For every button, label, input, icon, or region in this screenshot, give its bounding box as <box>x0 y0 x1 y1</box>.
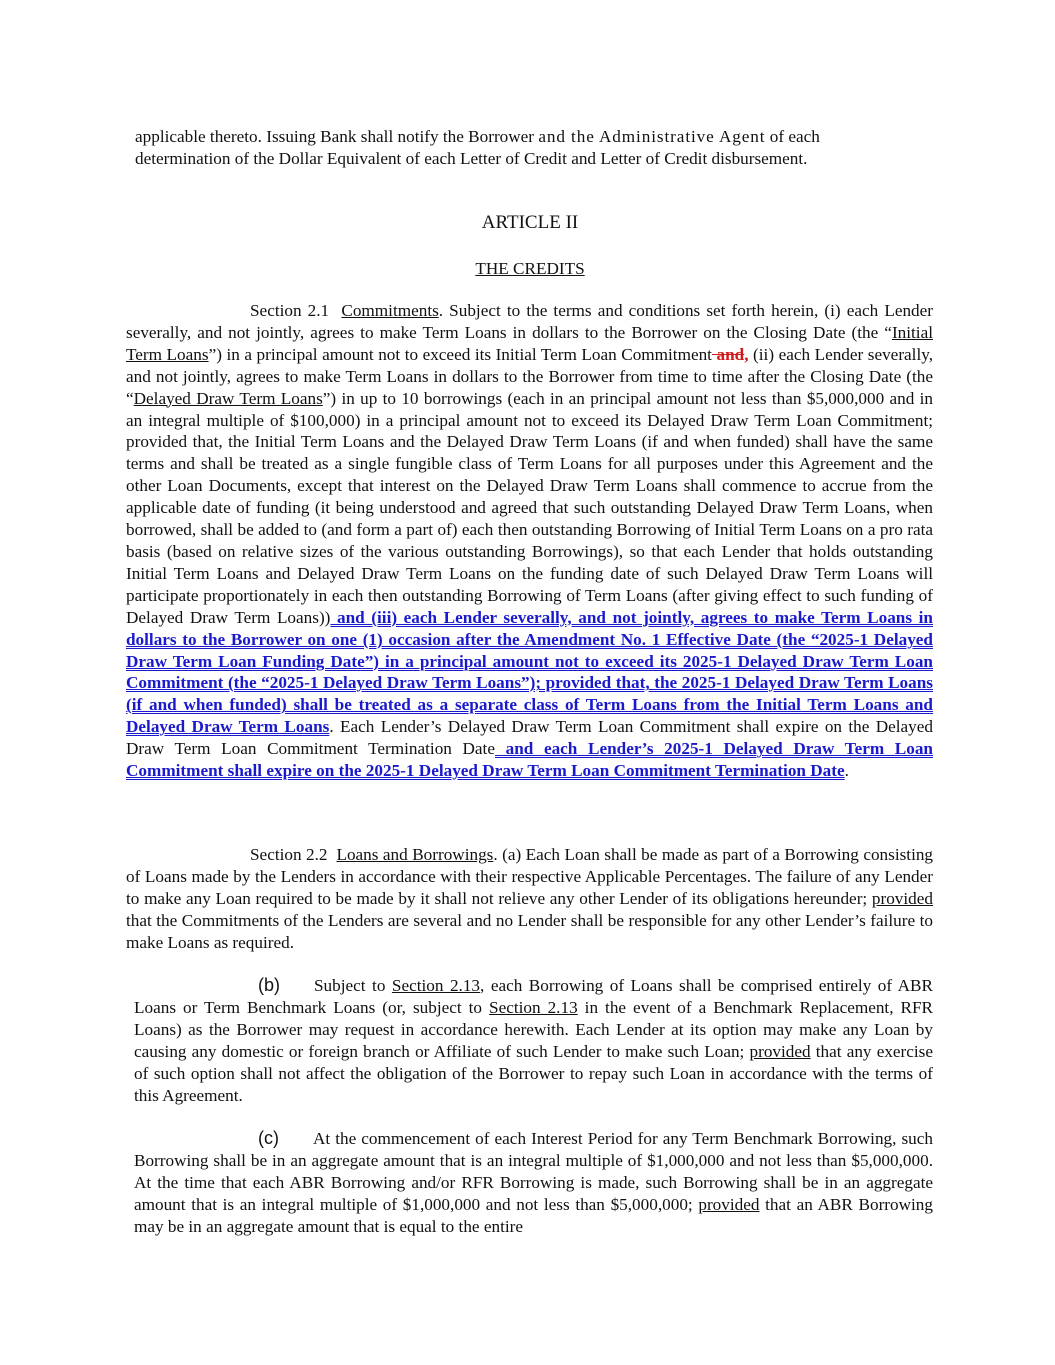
article-subtitle: THE CREDITS <box>475 259 585 278</box>
section-heading: Loans and Borrowings <box>336 845 494 864</box>
intro-text: applicable thereto. Issuing Bank shall notify the Borrower <box>135 127 539 146</box>
inserted-text: and each Lender’s 2025-1 Delayed Draw Term Loan Commitment shall expire on the 2025-1 Delayed Draw Term Loan Commitment Termination Date <box>126 739 933 781</box>
section-2-1-paragraph <box>126 300 933 782</box>
subsection-letter: (b) <box>258 975 280 995</box>
subsection-c-paragraph <box>134 1128 933 1238</box>
section-number: Section 2.1 <box>250 301 330 320</box>
defined-term: Delayed Draw Term Loans <box>133 388 323 408</box>
deleted-text: and <box>711 344 745 364</box>
section-heading: Commitments <box>341 301 439 320</box>
section-text: that any exercise of such option shall not affect the obligation of the Borrower to repay such Loan in accordance with the terms of this Agreement. <box>134 1041 933 1105</box>
section-text: ”) in up to 10 borrowings (each in an principal amount not less than $5,000,000 and in an integral multiple of $100,000) in a principal amount not to exceed its Delayed Draw Term Loan Commitment; provided that, the Initial Term Loans and the Delayed Draw Term Loans (if and when funded) shall have the same terms and shall be treated as a single fungible class of Term Loans for all purposes under this Agreement and the other Loan Documents, except that interest on the Delayed Draw Term Loans shall commence to accrue from the applicable date of funding (it being understood and agreed that such outstanding Delayed Draw Term Loans, when borrowed, shall be added to (and form a part of) each then outstanding Borrowing of Initial Term Loans on a pro rata basis (based on relative sizes of the various outstanding Borrowings), so that each Lender that holds outstanding Initial Term Loans and Delayed Draw Term Loans on the funding date of such Delayed Draw Term Loans will participate proportionately in each then outstanding Borrowing of Term Loans (after giving effect to such funding of Delayed Draw Term Loans)) <box>126 388 933 627</box>
section-text: that the Commitments of the Lenders are several and no Lender shall be responsible for any other Lender’s failure to make Loans as required. <box>126 910 933 952</box>
intro-text-end: of each determination of the Dollar Equivalent of each Letter of Credit and Letter of Credit disbursement. <box>135 127 820 168</box>
section-text: . <box>844 761 849 781</box>
section-text: (ii) each Lender severally, and not jointly, agrees to make Term Loans in dollars to the Borrower from time to time after the Closing Date (the “ <box>126 344 933 408</box>
defined-term: Initial Term Loans <box>126 322 933 364</box>
section-number: Section 2.2 <box>250 845 328 864</box>
inserted-text: and (iii) each Lender severally, and not jointly, agrees to make Term Loans in dollars to the Borrower on one (1) occasion after the Amendment No. 1 Effective Date (the “2025-1 Delayed Draw Term Loan Funding Date”) in a principal amount not to exceed its 2025-1 Delayed Draw Term Loan Commitment (the “2025-1 Delayed Draw Term Loans”); provided that, the 2025-1 Delayed Draw Term Loans (if and when funded) shall be treated as a separate class of Term Loans from the Initial Term Loans and Delayed Draw Term Loans <box>126 607 933 737</box>
section-text: ”) in a principal amount not to exceed its Initial Term Loan Commitment <box>208 344 712 364</box>
section-text: in the event of a Benchmark Replacement, RFR Loans) as the Borrower may request in accordance herewith. Each Lender at its option may make any Loan by causing any domestic or foreign branch or Affiliate of such Lender to make such Loan; <box>134 997 933 1061</box>
section-2-2-paragraph <box>126 844 933 954</box>
section-text: , each Borrowing of Loans shall be comprised entirely of ABR Loans or Term Benchmark Loans (or, subject to <box>134 976 933 1017</box>
provided-term: provided <box>871 888 933 908</box>
section-text: that an ABR Borrowing may be in an aggregate amount that is equal to the entire <box>134 1194 933 1236</box>
inserted-comma: , <box>744 344 749 364</box>
intro-paragraph <box>135 126 919 170</box>
section-reference: Section 2.13 <box>489 997 578 1017</box>
subsection-letter: (c) <box>258 1128 279 1148</box>
section-text: . Subject to the terms and conditions set forth herein, (i) each Lender severally, and not jointly, agrees to make Term Loans in dollars to the Borrower on the Closing Date (the “ <box>126 301 933 342</box>
section-text: At the commencement of each Interest Period for any Term Benchmark Borrowing, such Borrowing shall be in an aggregate amount that is an integral multiple of $1,000,000 and not less than $5,000,000. At the time that each ABR Borrowing and/or RFR Borrowing is made, such Borrowing shall be in an aggregate amount that is an integral multiple of $1,000,000 and not less than $5,000,000; <box>134 1129 933 1214</box>
section-text: . Each Lender’s Delayed Draw Term Loan Commitment shall expire on the Delayed Draw Term Loan Commitment Termination Date <box>126 717 933 759</box>
section-reference: Section 2.13 <box>391 976 481 995</box>
provided-term: provided <box>749 1041 811 1061</box>
section-text: . (a) Each Loan shall be made as part of a Borrowing consisting of Loans made by the Lenders in accordance with their respective Applicable Percentages. The failure of any Lender to make any Loan required to be made by it shall not relieve any other Lender of its obligations hereunder; <box>126 845 934 908</box>
article-title: ARTICLE II <box>481 212 579 233</box>
intro-inserted-text: and the Administrative Agent <box>538 127 766 146</box>
provided-term: provided <box>698 1194 760 1214</box>
section-text: Subject to <box>314 976 392 995</box>
subsection-b-paragraph <box>134 975 933 1106</box>
